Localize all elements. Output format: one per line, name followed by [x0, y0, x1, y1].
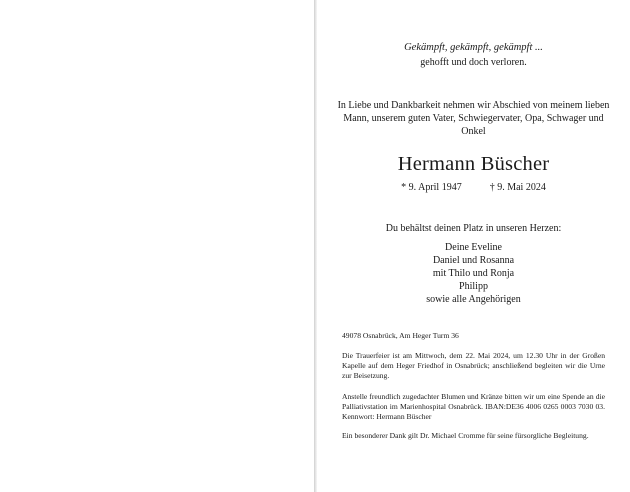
family-address: 49078 Osnabrück, Am Heger Turm 36: [342, 331, 459, 340]
mourner-line: Daniel und Rosanna: [432, 255, 515, 266]
intro-text: In Liebe und Dankbarkeit nehmen wir Abschied von meinem lieben Mann, unserem guten Vater, Schwiegervater, Opa, Schwager und Onkel: [337, 100, 610, 138]
mourner-line: sowie alle Angehörigen: [426, 294, 521, 305]
mourner-line: mit Thilo und Ronja: [432, 268, 515, 279]
mourner-line: Philipp: [459, 281, 488, 292]
left-page: [0, 0, 314, 492]
deceased-name: Hermann Büscher: [397, 153, 550, 175]
thanks-note: Ein besonderer Dank gilt Dr. Michael Cromme für seine fürsorgliche Begleitung.: [342, 431, 589, 440]
mourners-list: [337, 241, 610, 306]
service-info: Die Trauerfeier ist am Mittwoch, dem 22. Mai 2024, um 12.30 Uhr in der Großen Kapelle auf dem Heger Friedhof in Osnabrück; anschließend begleiten wir die Urne zur Beisetzung.: [342, 351, 605, 381]
birth-date: * 9. April 1947: [401, 182, 462, 193]
motto-line-1: Gekämpft, gekämpft, gekämpft ...: [404, 42, 543, 53]
death-date: † 9. Mai 2024: [489, 182, 546, 193]
memorial-quote: Du behältst deinen Platz in unseren Herzen:: [385, 223, 562, 234]
right-page: [317, 0, 630, 492]
mourner-line: Deine Eveline: [445, 242, 502, 253]
donation-info: Anstelle freundlich zugedachter Blumen und Kränze bitten wir um eine Spende an die Palliativstation im Marienhospital Osnabrück. IBAN:DE36 4006 0265 0003 7030 03. Kennwort: Hermann Büscher: [342, 392, 605, 422]
life-dates: [337, 181, 610, 194]
motto-line-2: gehofft und doch verloren.: [420, 57, 527, 68]
